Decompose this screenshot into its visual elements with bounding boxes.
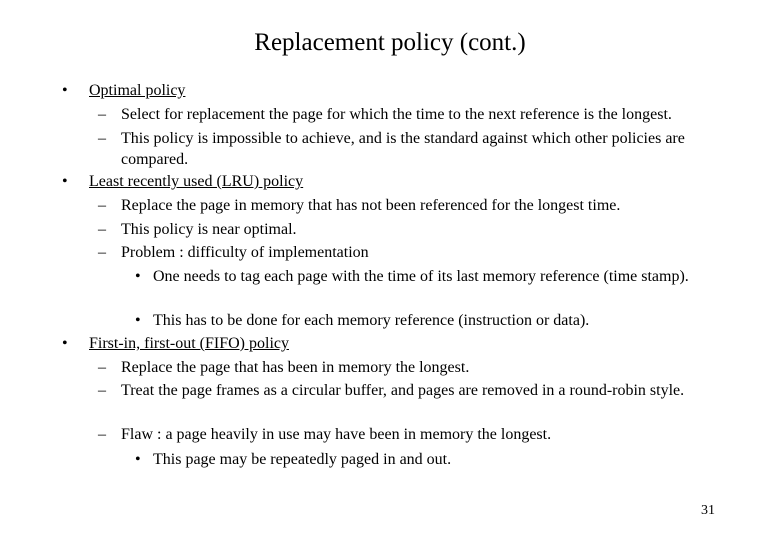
bullet-dot: • xyxy=(62,335,68,352)
point-lru-near-optimal: – This policy is near optimal. xyxy=(98,221,297,238)
section-label-optimal: Optimal policy xyxy=(89,82,186,99)
point-lru-replace: – Replace the page in memory that has not been referenced for the longest time. xyxy=(98,197,621,214)
slide-title: Replacement policy (cont.) xyxy=(254,29,526,56)
section-label-lru: Least recently used (LRU) policy xyxy=(89,173,304,190)
bullet-lru-policy xyxy=(62,171,749,193)
point-fifo-flaw: – Flaw : a page heavily in use may have been in memory the longest. xyxy=(98,426,552,443)
point-optimal-impossible: – This policy is impossible to achieve, and is the standard against which other policies are compared. xyxy=(98,130,685,168)
subpoint-fifo-paged: • This page may be repeatedly paged in and out. xyxy=(135,451,452,468)
page-number: 31 xyxy=(701,503,715,518)
point-optimal-select: – Select for replacement the page for which the time to the next reference is the longest. xyxy=(98,106,672,123)
bullet-fifo-policy xyxy=(62,333,749,355)
section-label-fifo: First-in, first-out (FIFO) policy xyxy=(89,335,289,352)
subpoint-lru-each-reference: • This has to be done for each memory reference (instruction or data). xyxy=(135,312,590,329)
bullet-dot: • xyxy=(62,82,68,99)
bullet-dot: • xyxy=(62,173,68,190)
subpoint-lru-tag: • One needs to tag each page with the time of its last memory reference (time stamp). xyxy=(135,268,689,285)
point-lru-problem: – Problem : difficulty of implementation xyxy=(98,244,369,261)
bullet-optimal-policy xyxy=(62,80,749,102)
point-fifo-replace: – Replace the page that has been in memory the longest. xyxy=(98,359,470,376)
point-fifo-circular: – Treat the page frames as a circular buffer, and pages are removed in a round-robin style. xyxy=(98,382,685,399)
